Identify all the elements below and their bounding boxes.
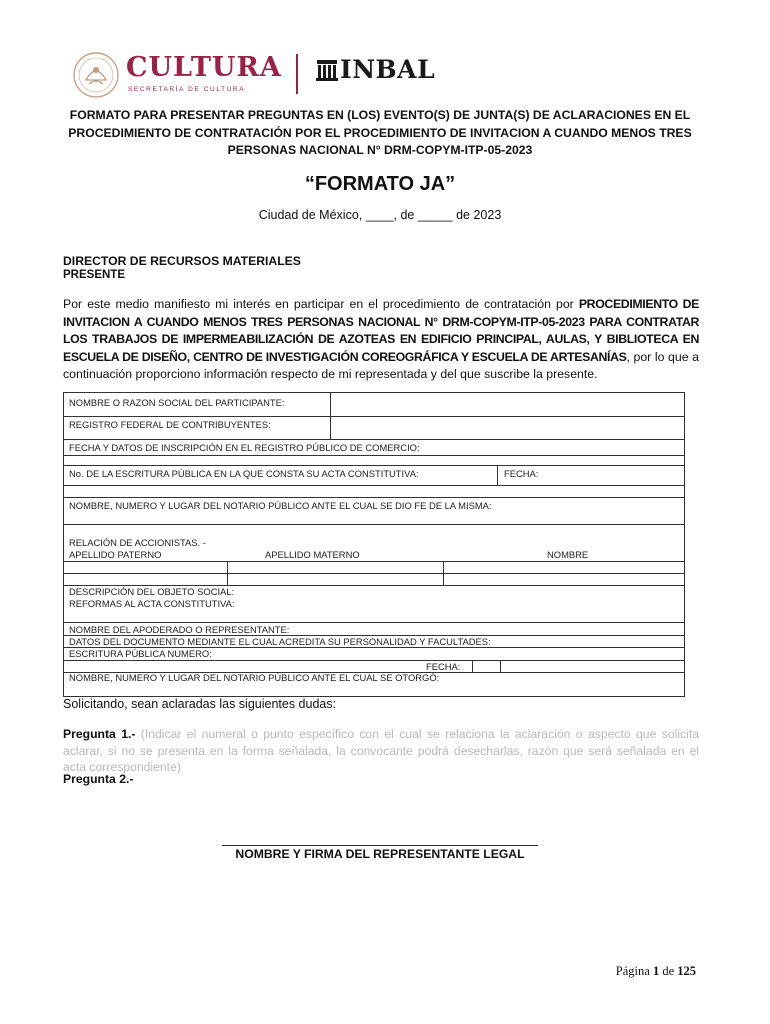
col-apellido-materno: APELLIDO MATERNO	[265, 549, 360, 560]
question-1-hint: (Indicar el numeral o punto específico con el cual se relaciona la aclaración o aspecto que solicita aclarar, si no se presenta en la forma señalada, la convocante podrá desecharlas, razón que será señalada en el acta correspondiente)	[63, 727, 699, 774]
questions-intro: Solicitando, sean aclaradas las siguientes dudas:	[63, 697, 337, 711]
cultura-seal-logo	[72, 50, 120, 100]
field-notario-otorgo: NOMBRE, NUMERO Y LUGAR DEL NOTARIO PÚBLICO ANTE EL CUAL SE OTORGÓ:	[69, 672, 440, 683]
addressee-director: DIRECTOR DE RECURSOS MATERIALES	[63, 254, 301, 268]
page-number	[600, 964, 696, 979]
col-apellido-paterno: APELLIDO PATERNO	[69, 549, 162, 560]
col-nombre: NOMBRE	[547, 549, 589, 560]
field-datos-documento: DATOS DEL DOCUMENTO MEDIANTE EL CUAL ACREDITA SU PERSONALIDAD Y FACULTADES:	[69, 636, 491, 647]
question-2-label: Pregunta 2.-	[63, 772, 134, 786]
logo-separator	[296, 54, 298, 94]
field-notario: NOMBRE, NUMERO Y LUGAR DEL NOTARIO PÚBLICO ANTE EL CUAL SE DIO FE DE LA MISMA:	[69, 500, 492, 511]
page-word: Página	[615, 964, 650, 978]
field-rfc: REGISTRO FEDERAL DE CONTRIBUYENTES:	[69, 419, 271, 430]
signature-line	[222, 845, 538, 846]
date-line: Ciudad de México, ____, de _____ de 2023	[258, 208, 502, 222]
field-fecha-registro: FECHA Y DATOS DE INSCRIPCIÓN EN EL REGISTRO PÚBLICO DE COMERCIO:	[69, 442, 420, 453]
intro-paragraph	[63, 296, 699, 384]
field-razon-social: NOMBRE O RAZON SOCIAL DEL PARTICIPANTE:	[69, 397, 285, 408]
field-apoderado: NOMBRE DEL APODERADO O REPRESENTANTE:	[69, 624, 290, 635]
page-of: de	[662, 964, 675, 978]
cultura-logo-subtitle: SECRETARÍA DE CULTURA	[128, 86, 246, 93]
document-title: FORMATO PARA PRESENTAR PREGUNTAS EN (LOS) EVENTO(S) DE JUNTA(S) DE ACLARACIONES EN EL PROCEDIMIENTO DE CONTRATACIÓN POR EL PROCEDIMIENTO DE INVITACION A CUANDO MENOS TRES PERSONAS NACIONAL N° DRM-COPYM-ITP-05-2023	[68, 108, 692, 157]
field-escritura: No. DE LA ESCRITURA PÚBLICA EN LA QUE CONSTA SU ACTA CONSTITUTIVA:	[69, 468, 419, 479]
signature-label: NOMBRE Y FIRMA DEL REPRESENTANTE LEGAL	[235, 847, 525, 861]
inbal-logo-text: INBAL	[340, 55, 436, 84]
intro-tail: , por lo que a continuación proporciono información respecto de mi representada y del que suscribe la presente.	[63, 349, 699, 381]
question-1-label: Pregunta 1.-	[63, 727, 136, 741]
intro-bold: PROCEDIMIENTO DE INVITACION A CUANDO MENOS TRES PERSONAS NACIONAL N° DRM-COPYM-ITP-05-2023 PARA CONTRATAR LOS TRABAJOS DE IMPERMEABILIZACIÓN DE AZOTEAS EN EDIFICIO PRINCIPAL, AULAS, Y BIBLIOTECA EN ESCUELA DE DISEÑO, CENTRO DE INVESTIGACIÓN COREOGRÁFICA Y ESCUELA DE ARTESANÍAS	[63, 297, 699, 364]
field-objeto-social: DESCRIPCIÓN DEL OBJETO SOCIAL:	[69, 586, 235, 597]
addressee-presente: PRESENTE	[63, 269, 125, 281]
question-1	[63, 726, 699, 776]
page-current: 1	[652, 964, 660, 978]
inbal-building-icon	[316, 58, 338, 82]
participant-form	[63, 392, 685, 697]
intro-lead: Por este medio manifiesto mi interés en participar en el procedimiento de contratación por	[63, 297, 579, 311]
cultura-logo-text: CULTURA	[126, 52, 282, 83]
page-total: 125	[677, 964, 696, 978]
field-escritura-numero: ESCRITURA PÚBLICA NUMERO:	[69, 648, 212, 659]
format-title: “FORMATO JA”	[304, 173, 456, 195]
field-reformas: REFORMAS AL ACTA CONSTITUTIVA:	[69, 598, 235, 609]
field-accionistas: RELACIÓN DE ACCIONISTAS. -	[69, 537, 206, 548]
field-fecha: FECHA:	[504, 468, 539, 479]
field-fecha-2: FECHA:	[426, 661, 461, 672]
